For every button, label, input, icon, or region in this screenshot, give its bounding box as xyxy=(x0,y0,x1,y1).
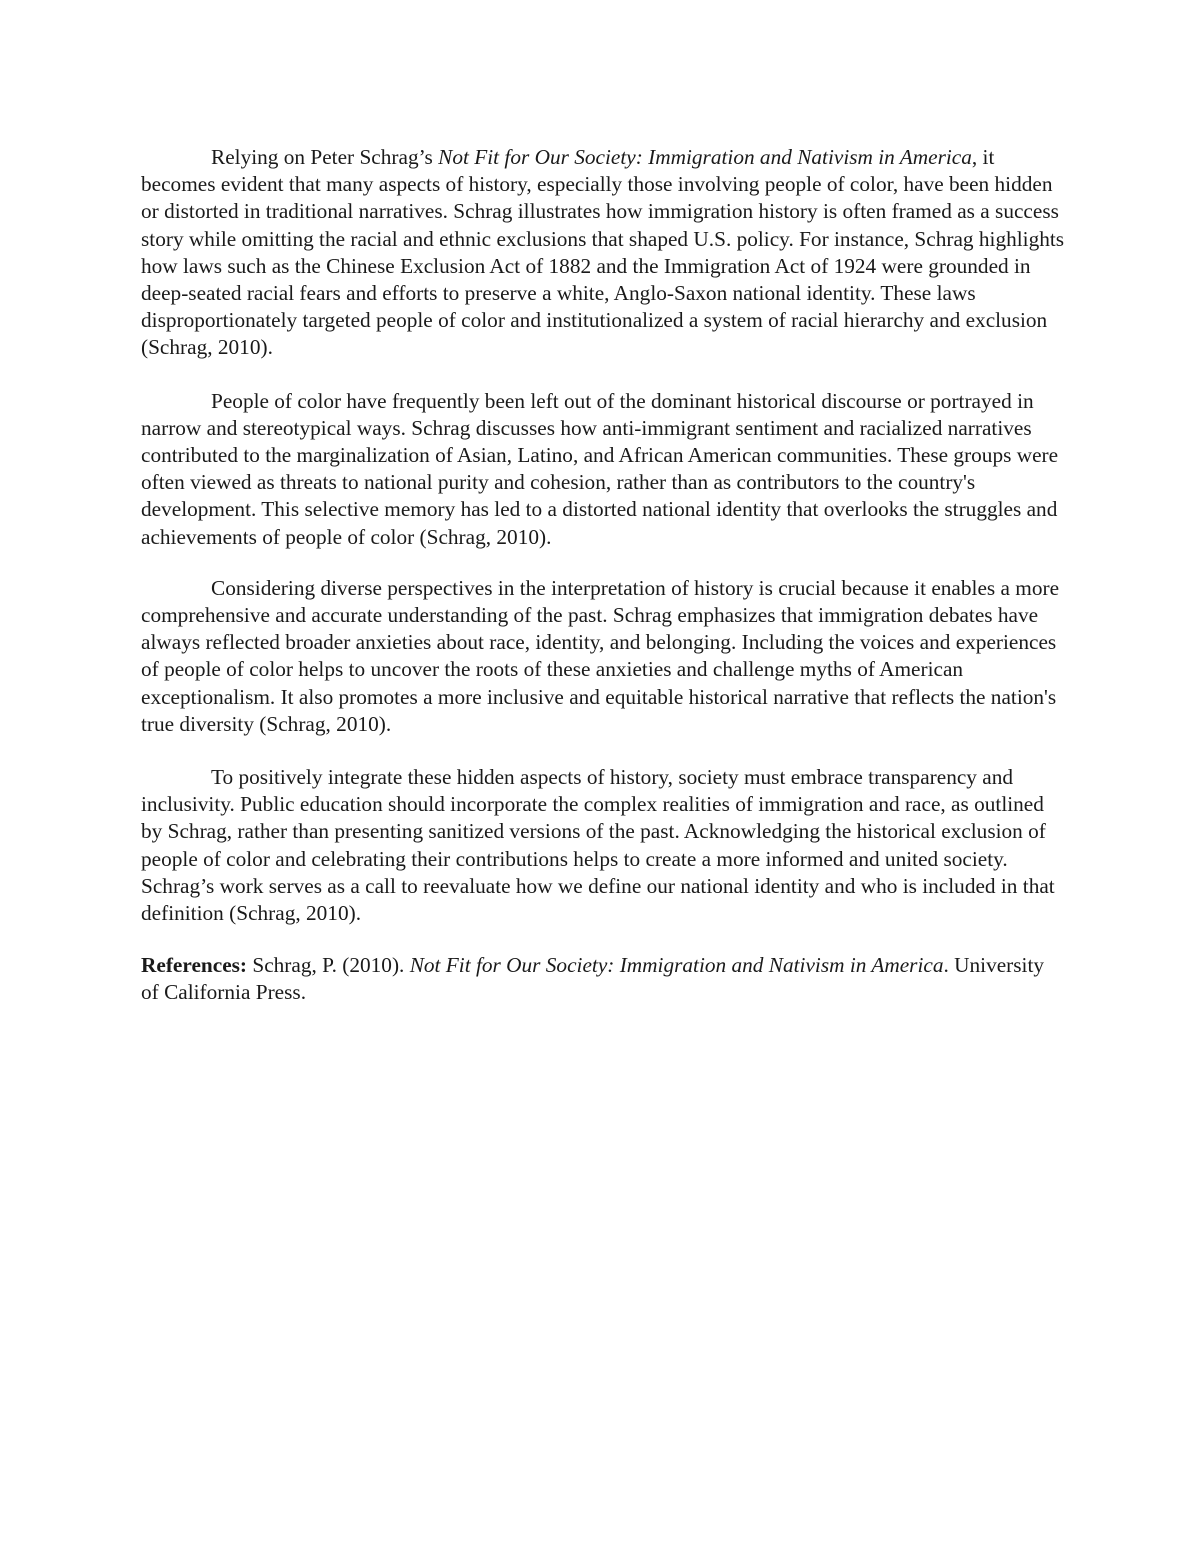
paragraph-2: People of color have frequently been left out of the dominant historical discourse or portrayed in narrow and stereotypical ways. Schrag discusses how anti-immigrant sentiment and racialized narratives contributed to the marginalization of Asian, Latino, and African American communities. These groups were often viewed as threats to national purity and cohesion, rather than as contributors to the country's development. This selective memory has led to a distorted national identity that overlooks the struggles and achievements of people of color (Schrag, 2010). xyxy=(141,388,1059,549)
paragraph-1-rest: , it becomes evident that many aspects of history, especially those involving people of color, have been hidden or distorted in traditional narratives. Schrag illustrates how immigration history is often framed as a success story while omitting the racial and ethnic exclusions that shaped U.S. policy. For instance, Schrag highlights how laws such as the Chinese Exclusion Act of 1882 and the Immigration Act of 1924 were grounded in deep-seated racial fears and efforts to preserve a white, Anglo-Saxon national identity. These laws disproportionately targeted people of color and institutionalized a system of racial hierarchy and exclusion (Schrag, 2010). xyxy=(141,145,1065,360)
reference-publisher: . University of California Press. xyxy=(141,953,1045,1005)
references-label: References: xyxy=(141,953,248,978)
document-body xyxy=(141,144,1066,1007)
reference-title: Not Fit for Our Society: Immigration and Nativism in America xyxy=(409,953,944,978)
paragraph-4: To positively integrate these hidden aspects of history, society must embrace transparency and inclusivity. Public education should incorporate the complex realities of immigration and race, as outlined by Schrag, rather than presenting sanitized versions of the past. Acknowledging the historical exclusion of people of color and celebrating their contributions helps to create a more informed and united society. Schrag’s work serves as a call to reevaluate how we define our national identity and who is included in that definition (Schrag, 2010). xyxy=(141,765,1055,926)
references xyxy=(141,952,1066,1006)
paragraph-1 xyxy=(141,144,1066,362)
reference-author-year: Schrag, P. (2010). xyxy=(247,953,410,978)
paragraph-3: Considering diverse perspectives in the interpretation of history is crucial because it enables a more comprehensive and accurate understanding of the past. Schrag emphasizes that immigration debates have always reflected broader anxieties about race, identity, and belonging. Including the voices and experiences of people of color helps to uncover the roots of these anxieties and challenge myths of American exceptionalism. It also promotes a more inclusive and equitable historical narrative that reflects the nation's true diversity (Schrag, 2010). xyxy=(141,575,1060,736)
book-title: Not Fit for Our Society: Immigration and Nativism in America xyxy=(438,145,972,169)
paragraph-1-lead: Relying on Peter Schrag’s xyxy=(211,145,439,169)
